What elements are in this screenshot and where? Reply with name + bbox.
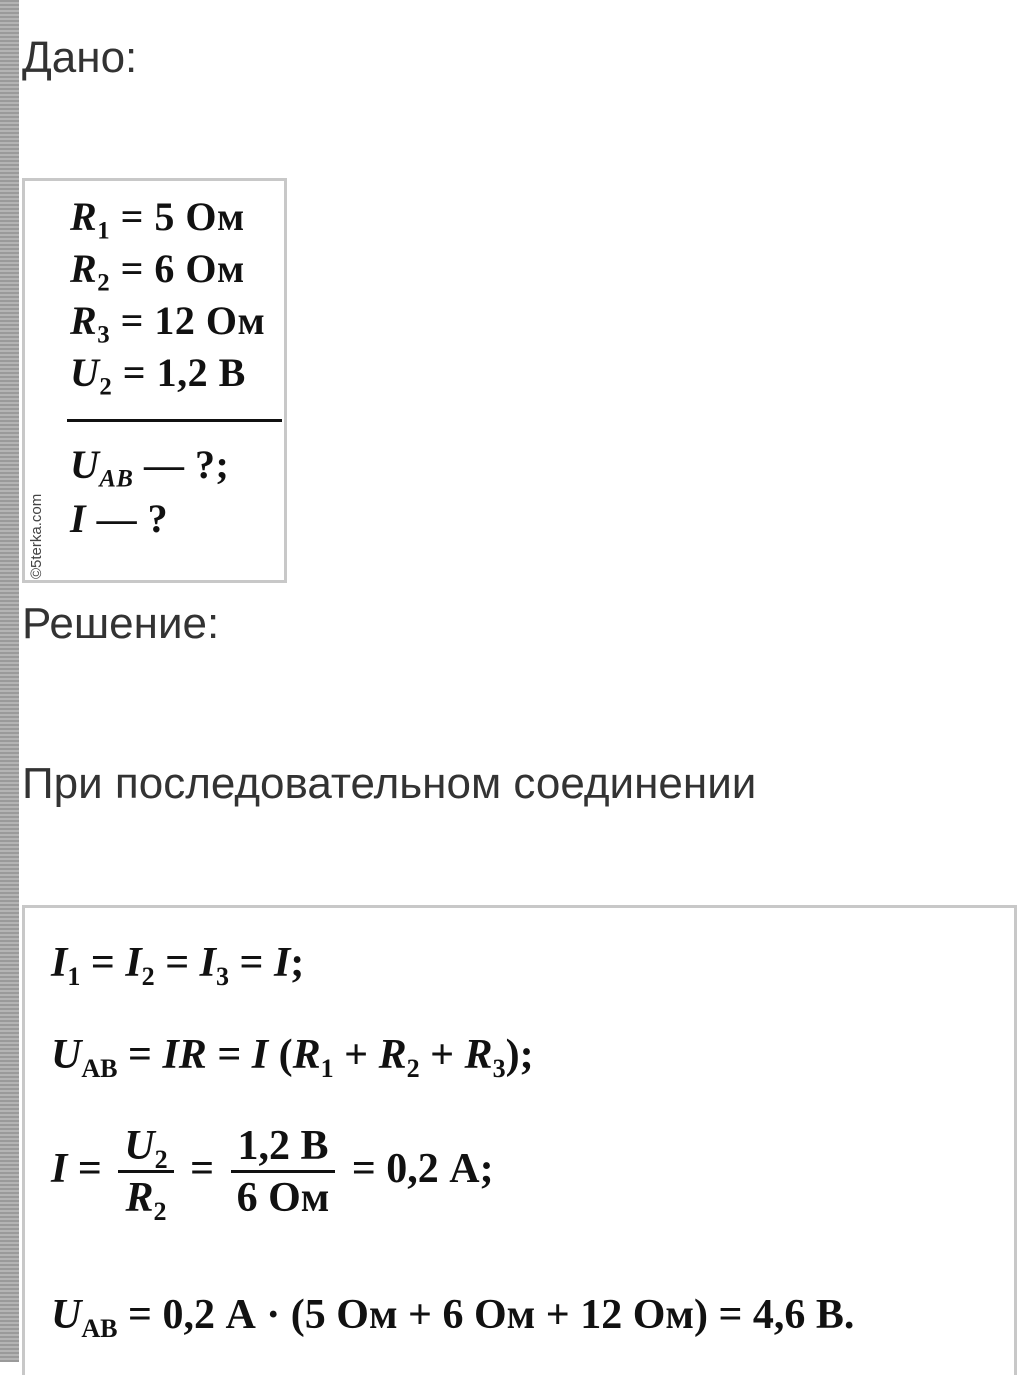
given-line-r3: $R_3 = 12$ Ом: [70, 298, 266, 349]
given-divider: [67, 419, 282, 422]
solution-heading: Решение:: [22, 599, 220, 648]
given-line-r1: $R_1 = 5$ Ом: [70, 194, 245, 245]
solution-image: [22, 905, 1017, 1375]
equation-current-value: I = $\frac{U_2}{R_2}$ = $\frac{1,2 В}{6 Ом}$ = 0,2 А;: [51, 1123, 494, 1227]
given-line-u2: $U_2 = 1,2$ В: [70, 350, 246, 401]
given-heading: Дано:: [22, 33, 138, 82]
fraction-values: $\frac{1,2 В}{6 Ом}$: [231, 1122, 336, 1223]
fraction-u2-r2: $\frac{U_2}{R_2}$: [118, 1122, 173, 1223]
unknown-uab: $U_{AB}$ — ?;: [70, 442, 230, 493]
equation-currents: $I_1 = I_2 = I_3 = I$;: [51, 940, 305, 992]
left-scroll-edge: [0, 0, 19, 1362]
series-note: При последовательном соединении: [22, 759, 757, 808]
given-image: ©5terka.com $R_1 = 5$ Ом $R_2 = 6$ Ом $R_3 = 12$ Ом $U_2 = 1,2$ В $U_{AB}$ — ?; I — ?: [22, 178, 287, 583]
unknown-i: I — ?: [70, 496, 169, 541]
equation-uab-result: $U_{AB} = 0,2$ А · (5 Ом + 6 Ом + 12 Ом) = 4,6 В.: [51, 1292, 855, 1344]
equation-uab-general: $U_{AB}$ = IR = I $(R_1 + R_2 + R_3)$;: [51, 1032, 534, 1084]
given-line-r2: $R_2 = 6$ Ом: [70, 246, 245, 297]
